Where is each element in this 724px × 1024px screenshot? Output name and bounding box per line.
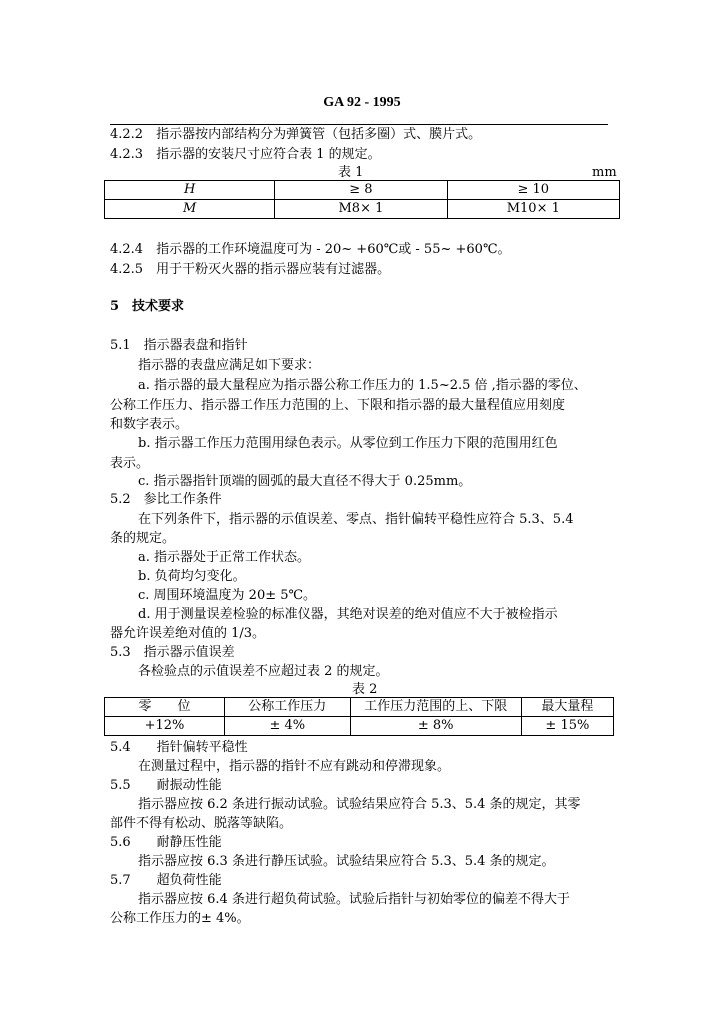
clause-5-3: 5.3 指示器示值误差 [110,645,235,660]
table2-caption: 表 2 [352,682,378,697]
table-row [105,181,620,200]
paragraph-line: 表示。 [110,456,150,471]
table-cell: ± 15% [521,717,613,736]
paragraph-line: d. 用于测量误差检验的标准仪器，其绝对误差的绝对值应不大于被检指示 [138,607,558,622]
table-row [105,717,614,736]
table1-caption: 表 1 [338,165,364,180]
table-1 [104,180,620,219]
paragraph-line: 在下列条件下，指示器的示值误差、零点、指针偏转平稳性应符合 5.3、5.4 [138,512,574,527]
table-cell: ≥ 8 [275,181,447,200]
clause-4-2-3: 4.2.3 指示器的安装尺寸应符合表 1 的规定。 [110,147,381,162]
table1-unit: mm [592,165,617,180]
paragraph-line: 指示器应按 6.2 条进行振动试验。试验结果应符合 5.3、5.4 条的规定，其零 [138,797,581,812]
clause-5-6: 5.6 耐静压性能 [110,835,222,850]
section-5-heading: 5 技术要求 [110,299,185,314]
table-header-cell: 工作压力范围的上、下限 [350,698,521,717]
table-row [105,200,620,219]
table-cell: ± 4% [224,717,350,736]
table-header-cell: 公称工作压力 [224,698,350,717]
paragraph-line: 公称工作压力、指示器工作压力范围的上、下限和指示器的最大量程值应用刻度 [110,398,566,413]
table-cell: H [105,181,275,200]
table-header-cell: 最大量程 [521,698,613,717]
clause-4-2-2: 4.2.2 指示器按内部结构分为弹簧管（包括多圈）式、膜片式。 [110,127,482,142]
table-2 [104,697,614,736]
clause-5-2: 5.2 参比工作条件 [110,492,222,507]
table-cell: +12% [105,717,225,736]
clause-4-2-4: 4.2.4 指示器的工作环境温度可为 - 20~ +60℃或 - 55~ +60℃。 [110,242,511,257]
clause-4-2-5: 4.2.5 用于干粉灭火器的指示器应装有过滤器。 [110,262,391,277]
paragraph-line: 指示器应按 6.4 条进行超负荷试验。试验后指针与初始零位的偏差不得大于 [138,892,570,907]
paragraph-line: 公称工作压力的± 4%。 [110,911,250,926]
table-cell: M10× 1 [447,200,619,219]
paragraph-line: b. 指示器工作压力范围用绿色表示。从零位到工作压力下限的范围用红色 [138,436,558,451]
clause-5-4: 5.4 指针偏转平稳性 [110,740,248,755]
paragraph-line: a. 指示器的最大量程应为指示器公称工作压力的 1.5~2.5 倍 ,指示器的零位、 [138,378,587,393]
paragraph-line: 部件不得有松动、脱落等缺陷。 [110,816,293,831]
paragraph-line: 在测量过程中，指示器的指针不应有跳动和停滞现象。 [138,759,451,774]
paragraph-line: 器允许误差绝对值的 1/3。 [110,626,266,641]
document-header: GA 92 - 1995 [323,95,401,110]
clause-5-1: 5.1 指示器表盘和指针 [110,338,248,353]
paragraph-line: 条的规定。 [110,531,176,546]
paragraph-line: 指示器应按 6.3 条进行静压试验。试验结果应符合 5.3、5.4 条的规定。 [138,854,555,869]
paragraph-line: c. 指示器指针顶端的圆弧的最大直径不得大于 0.25mm。 [138,474,472,489]
clause-5-5: 5.5 耐振动性能 [110,778,222,793]
table-header-row [105,698,614,717]
table-cell: M8× 1 [275,200,447,219]
paragraph-line: 各检验点的示值误差不应超过表 2 的规定。 [138,664,389,679]
paragraph-line: 指示器的表盘应满足如下要求： [138,358,321,373]
table-header-cell: 零 位 [105,698,225,717]
table-cell: ± 8% [350,717,521,736]
table-cell: ≥ 10 [447,181,619,200]
paragraph-line: 和数字表示。 [110,417,189,432]
paragraph-line: a. 指示器处于正常工作状态。 [138,550,311,565]
table-cell: M [105,200,275,219]
paragraph-line: b. 负荷均匀变化。 [138,569,246,584]
clause-5-7: 5.7 超负荷性能 [110,873,222,888]
paragraph-line: c. 周围环境温度为 20± 5℃。 [138,588,317,603]
